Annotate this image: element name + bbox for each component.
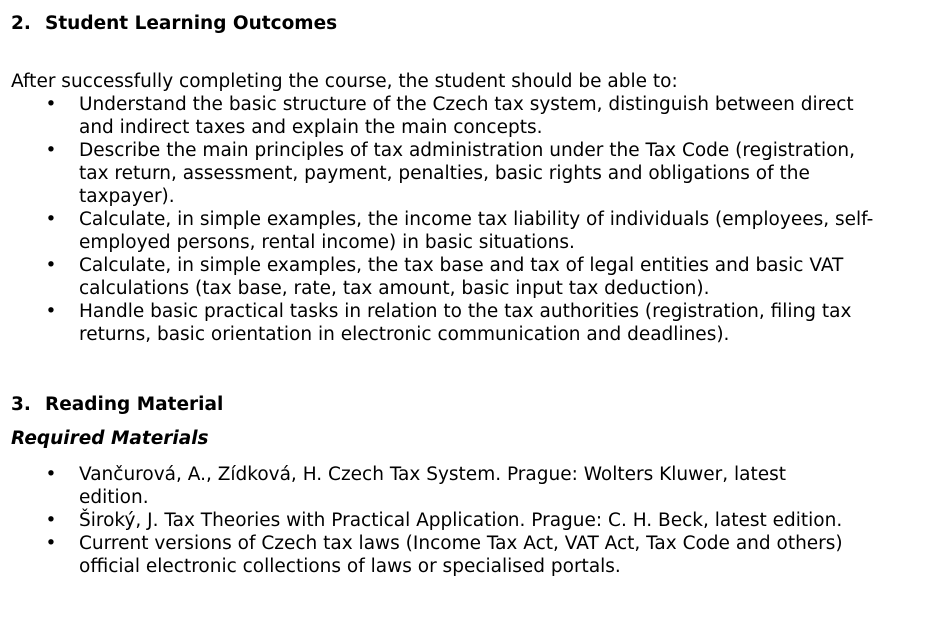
list-item-text [79, 300, 920, 346]
list-item-line: returns, basic orientation in electronic communication and deadlines). [79, 324, 730, 345]
list-item-line: Calculate, in simple examples, the income tax liability of individuals (employees, self- [79, 209, 874, 230]
bullet-icon: • [45, 301, 57, 322]
list-item [0, 139, 920, 208]
bullet-icon: • [45, 209, 57, 230]
bullet-icon: • [45, 510, 57, 531]
bullet-icon: • [45, 94, 57, 115]
section-heading-outcomes [11, 13, 337, 35]
list-item [0, 254, 920, 300]
list-item [0, 509, 920, 532]
list-item-line: edition. [79, 487, 149, 508]
list-item-line: official electronic collections of laws or specialised portals. [79, 556, 621, 577]
section-heading-reading [11, 394, 223, 416]
list-item-line: Vančurová, A., Zídková, H. Czech Tax System. Prague: Wolters Kluwer, latest [79, 464, 787, 485]
section-number: 3. [11, 394, 31, 415]
list-item-line: employed persons, rental income) in basic situations. [79, 232, 575, 253]
list-item-line: Handle basic practical tasks in relation to the tax authorities (registration, filing tax [79, 301, 852, 322]
list-item-line: taxpayer). [79, 186, 175, 207]
list-item-text [79, 463, 920, 509]
section-title: Reading Material [45, 394, 224, 415]
list-item [0, 463, 920, 509]
list-item-line: Calculate, in simple examples, the tax base and tax of legal entities and basic VAT [79, 255, 844, 276]
subsection-heading-required: Required Materials [11, 428, 209, 449]
section-number: 2. [11, 13, 31, 34]
list-item [0, 300, 920, 346]
list-item [0, 208, 920, 254]
outcomes-list [0, 93, 920, 346]
list-item-line: Široký, J. Tax Theories with Practical Application. Prague: C. H. Beck, latest edition. [79, 510, 843, 531]
list-item-text [79, 509, 920, 532]
list-item-line: and indirect taxes and explain the main concepts. [79, 117, 543, 138]
list-item-line: tax return, assessment, payment, penalties, basic rights and obligations of the [79, 163, 810, 184]
list-item-line: Understand the basic structure of the Czech tax system, distinguish between direct [79, 94, 854, 115]
materials-list [0, 463, 920, 578]
bullet-icon: • [45, 140, 57, 161]
list-item-line: Current versions of Czech tax laws (Income Tax Act, VAT Act, Tax Code and others) [79, 533, 843, 554]
outcomes-intro: After successfully completing the course, the student should be able to: [11, 71, 678, 92]
list-item [0, 93, 920, 139]
list-item-text [79, 208, 920, 254]
bullet-icon: • [45, 464, 57, 485]
list-item-text [79, 254, 920, 300]
section-title: Student Learning Outcomes [45, 13, 338, 34]
list-item-text [79, 139, 920, 208]
bullet-icon: • [45, 533, 57, 554]
list-item [0, 532, 920, 578]
list-item-line: calculations (tax base, rate, tax amount, basic input tax deduction). [79, 278, 710, 299]
list-item-text [79, 532, 920, 578]
list-item-text [79, 93, 920, 139]
list-item-line: Describe the main principles of tax administration under the Tax Code (registration, [79, 140, 856, 161]
bullet-icon: • [45, 255, 57, 276]
